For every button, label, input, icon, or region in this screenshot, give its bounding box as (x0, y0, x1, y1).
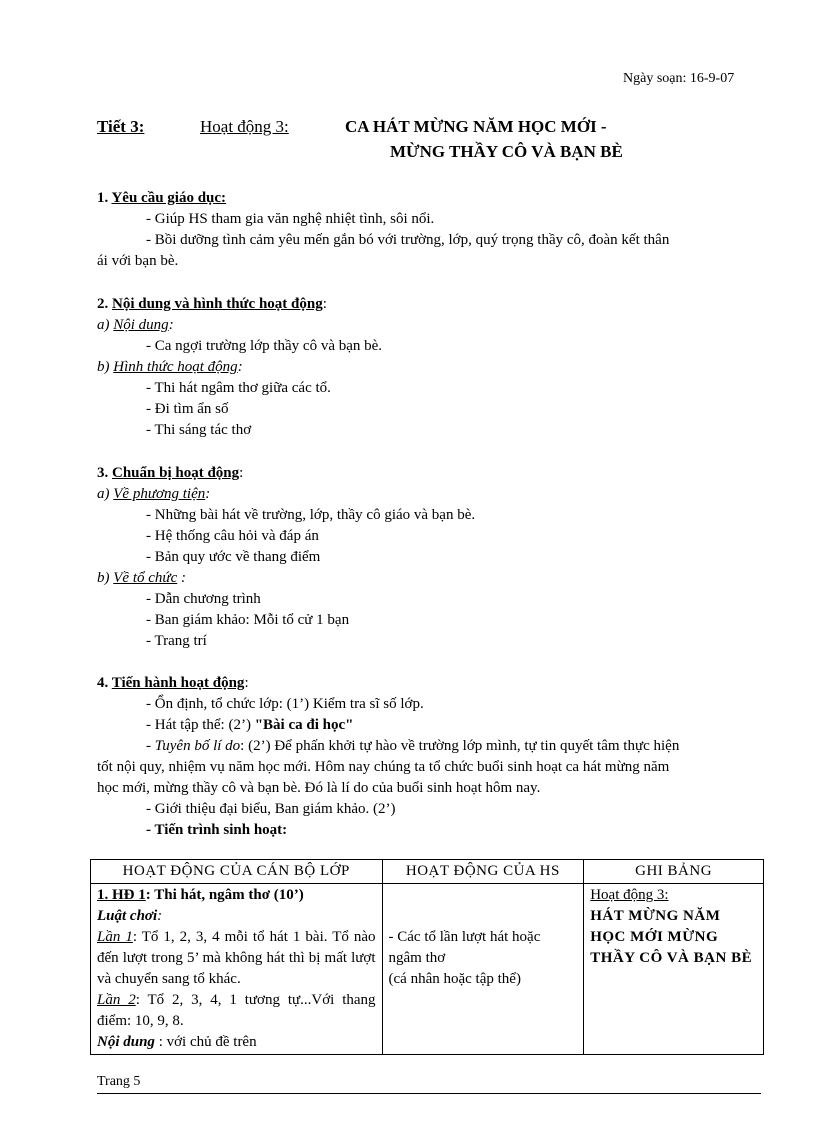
sec4-item-5: - Tiến trình sinh hoạt: (146, 822, 288, 838)
cell-student-activity (382, 884, 584, 1055)
sec3-b-item-3: - Trang trí (146, 633, 207, 649)
sec1-item-1: - Giúp HS tham gia văn nghệ nhiệt tình, sôi nổi. (146, 211, 435, 227)
activity-label: Hoạt động 3: (200, 117, 289, 136)
title-line-2: MỪNG THẦY CÔ VÀ BẠN BÈ (390, 142, 623, 161)
student-line-1: - Các tổ lần lượt hát hoặc (388, 929, 541, 945)
sec4-item-3: - Tuyên bố lí do: (2’) Để phấn khởi tự hào về trường lớp mình, tự tin quyết tâm thực hiện (146, 738, 680, 754)
sec4-item-1: - Ổn định, tổ chức lớp: (1’) Kiểm tra sĩ số lớp. (146, 696, 424, 712)
round-2: Lần 2: Tổ 2, 3, 4, 1 tương tự...Với thang điểm: 10, 9, 8. (97, 992, 376, 1029)
page-number: Trang 5 (97, 1074, 141, 1089)
hd1-title: 1. HĐ 1: Thi hát, ngâm thơ (10’) (97, 887, 304, 903)
sec2-a-label: a) Nội dung: (97, 317, 174, 333)
sec3-b-item-2: - Ban giám khảo: Mỗi tổ cử 1 bạn (146, 612, 350, 628)
title-line-1: CA HÁT MỪNG NĂM HỌC MỚI - (345, 117, 607, 136)
sec3-a-item-1: - Những bài hát về trường, lớp, thầy cô giáo và bạn bè. (146, 507, 476, 523)
header-students: HOẠT ĐỘNG CỦA HS (382, 860, 584, 884)
section-4-heading: 4. Tiến hành hoạt động: (97, 675, 249, 691)
student-line-2: ngâm thơ (388, 950, 446, 966)
round-1: Lần 1: Tổ 1, 2, 3, 4 mỗi tổ hát 1 bài. Tổ nào đến lượt trong 5’ mà không hát thì bị mất lượt và chuyển sang tổ khác. (97, 929, 376, 987)
cell-board-notes (584, 884, 764, 1055)
sec2-a-item-1: - Ca ngợi trường lớp thầy cô và bạn bè. (146, 338, 383, 354)
board-label: Hoạt động 3: (590, 887, 669, 903)
cell-officer-activity (91, 884, 383, 1055)
sec4-item-2: - Hát tập thể: (2’) "Bài ca đi học" (146, 717, 354, 733)
sec2-b-label: b) Hình thức hoạt động: (97, 359, 243, 375)
sec1-item-2: - Bồi dưỡng tình cảm yêu mến gắn bó với trường, lớp, quý trọng thầy cô, đoàn kết thân (146, 232, 670, 248)
sec2-b-item-1: - Thi hát ngâm thơ giữa các tổ. (146, 380, 331, 396)
sec2-b-item-3: - Thi sáng tác thơ (146, 422, 252, 438)
content-note: Nội dung : với chủ đề trên (97, 1034, 257, 1050)
rules-label: Luật chơi: (97, 908, 163, 924)
sec3-a-label: a) Về phương tiện: (97, 486, 211, 502)
section-3-heading: 3. Chuẩn bị hoạt động: (97, 465, 244, 481)
sec4-item-3-cont-2: học mới, mừng thầy cô và bạn bè. Đó là lí do của buổi sinh hoạt hôm nay. (97, 780, 541, 796)
activity-table (90, 859, 764, 1055)
sec4-item-3-cont-1: tốt nội quy, nhiệm vụ năm học mới. Hôm nay chúng ta tổ chức buổi sinh hoạt ca hát mừng năm (97, 759, 670, 775)
sec4-item-4: - Giới thiệu đại biểu, Ban giám khảo. (2’) (146, 801, 396, 817)
sec1-item-2-cont: ái với bạn bè. (97, 253, 179, 269)
table-row (91, 884, 764, 1055)
header-class-officers: HOẠT ĐỘNG CỦA CÁN BỘ LỚP (91, 860, 383, 884)
header-board-notes: GHI BẢNG (584, 860, 764, 884)
section-2-heading: 2. Nội dung và hình thức hoạt động: (97, 296, 327, 312)
student-line-3: (cá nhân hoặc tập thể) (388, 971, 521, 987)
table-header-row (91, 860, 764, 884)
sec3-a-item-2: - Hệ thống câu hỏi và đáp án (146, 528, 319, 544)
sec3-b-item-1: - Dẫn chương trình (146, 591, 261, 607)
sec3-b-label: b) Về tổ chức : (97, 570, 186, 586)
period-label: Tiết 3: (97, 117, 145, 136)
sec3-a-item-3: - Bản quy ước về thang điểm (146, 549, 321, 565)
sec2-b-item-2: - Đi tìm ẩn số (146, 401, 229, 417)
board-title: HÁT MỪNG NĂM HỌC MỚI MỪNG THẦY CÔ VÀ BẠN BÈ (590, 908, 753, 966)
footer-divider (97, 1093, 761, 1094)
date-prepared: Ngày soạn: 16-9-07 (623, 71, 735, 86)
section-1-heading: 1. Yêu cầu giáo dục: (97, 190, 227, 206)
